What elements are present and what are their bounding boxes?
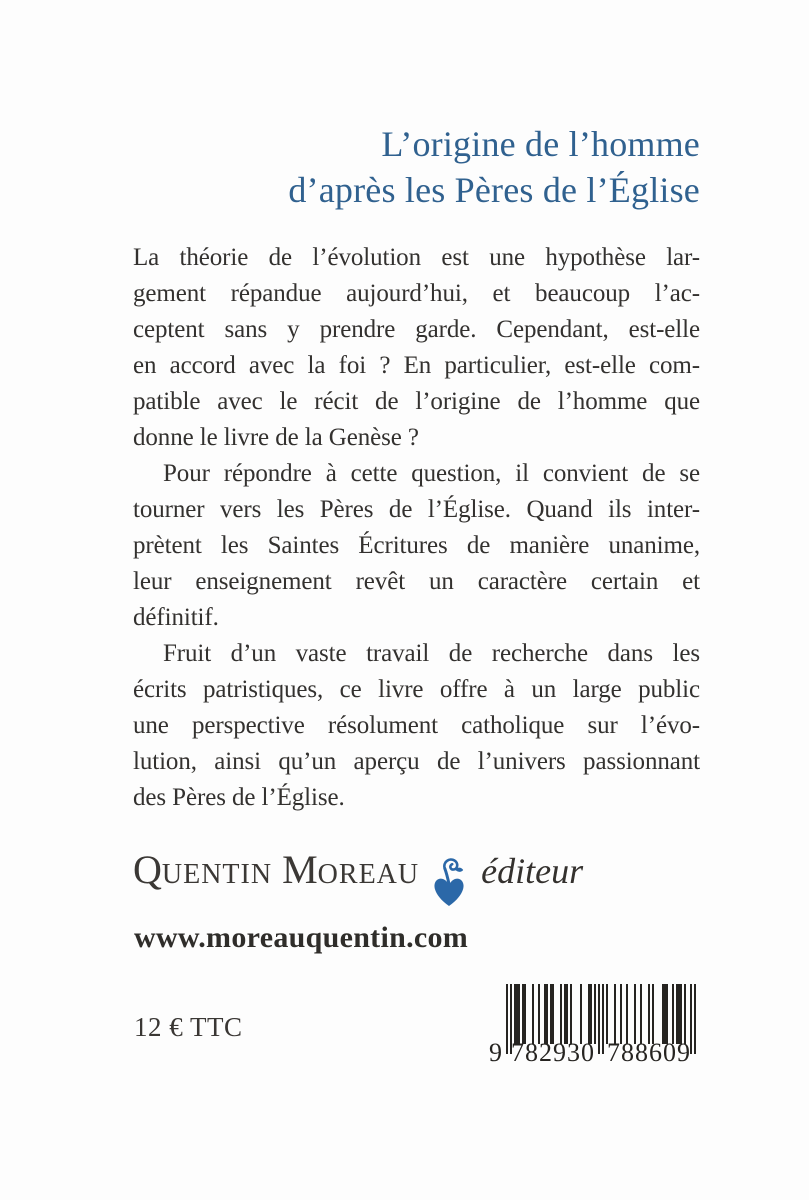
blurb-line: La théorie de l’évolution est une hypothèse lar- [133,244,700,271]
website-url: www.moreauquentin.com [134,921,469,954]
publisher-name-word [282,846,419,893]
blurb-line: prètent les Saintes Écritures de manière unanime, [133,532,700,559]
blurb-line: une perspective résolument catholique sur l’évo- [133,712,700,739]
barcode-digits-right: 788609 [607,1038,691,1067]
barcode [489,984,702,1089]
blurb-line: tourner vers les Pères de l’Église. Quand ils inter- [133,496,700,523]
blurb-line: des Pères de l’Église. [133,784,345,811]
title-line-2: d’après les Pères de l’Église [288,170,700,210]
blurb-line: écrits patristiques, ce livre offre à un large public [133,676,700,703]
blurb-line: Pour répondre à cette question, il convient de se [163,460,700,487]
blurb-line: Fruit d’un vaste travail de recherche dans les [163,640,700,667]
publisher-logo-icon [431,856,467,913]
blurb-line: lution, ainsi qu’un aperçu de l’univers passionnant [133,748,700,775]
blurb-line: gement répandue aujourd’hui, et beaucoup l’ac- [133,280,700,307]
blurb-line: leur enseignement revêt un caractère certain et [133,568,700,595]
publisher-line [133,846,583,910]
blurb-line: définitif. [133,604,219,631]
barcode-digit-lead: 9 [489,1038,502,1067]
back-cover-blurb [133,240,700,816]
publisher-role: éditeur [481,851,584,891]
blurb-line: ceptent sans y prendre garde. Cependant, est-elle [133,316,700,343]
publisher-initial: M [282,847,318,892]
book-title [133,121,700,213]
publisher-initial: Q [133,847,162,892]
blurb-line: patible avec le récit de l’origine de l’homme que [133,388,700,415]
title-line-1: L’origine de l’homme [381,124,700,164]
blurb-line: en accord avec la foi ? En particulier, est-elle com- [133,352,700,379]
blurb-line: donne le livre de la Genèse ? [133,424,419,451]
publisher-rest: OREAU [317,859,420,890]
publisher-rest: UENTIN [161,859,273,890]
barcode-digits-left: 782930 [511,1038,595,1067]
publisher-name-word [133,846,272,893]
price-label: 12 € TTC [134,1012,243,1042]
